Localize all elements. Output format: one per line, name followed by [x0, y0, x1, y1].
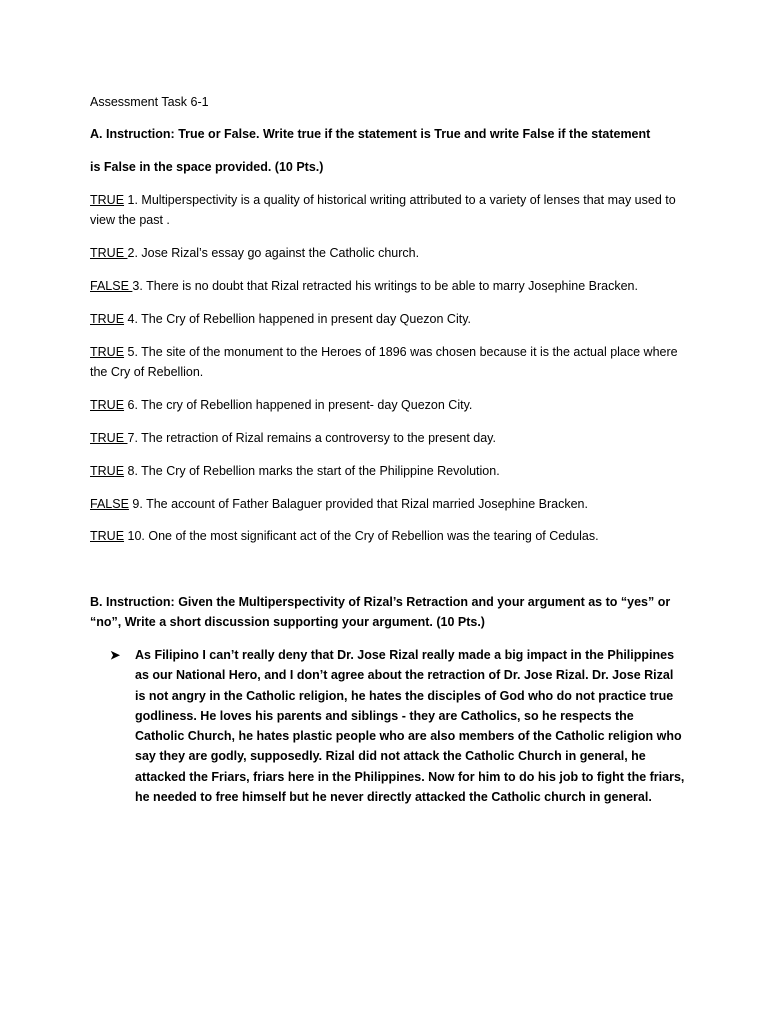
- question-item-6: [90, 395, 690, 415]
- question-text: 9. The account of Father Balaguer provided that Rizal married Josephine Bracken.: [128, 497, 588, 511]
- task-title: Assessment Task 6-1: [90, 95, 209, 109]
- question-item-1: [90, 190, 690, 230]
- answer-label: TRUE: [90, 431, 128, 445]
- answer-label: TRUE: [90, 312, 125, 326]
- question-text: 2. Jose Rizal’s essay go against the Catholic church.: [127, 246, 420, 260]
- answer-label: TRUE: [90, 246, 128, 260]
- question-text: 4. The Cry of Rebellion happened in present day Quezon City.: [124, 312, 471, 326]
- section-a-instruction-line1: A. Instruction: True or False. Write true if the statement is True and write False if the statement: [90, 127, 651, 141]
- question-text: 3. There is no doubt that Rizal retracted his writings to be able to marry Josephine Bracken.: [132, 279, 638, 293]
- question-item-5: [90, 342, 690, 382]
- question-text: 8. The Cry of Rebellion marks the start of the Philippine Revolution.: [124, 464, 500, 478]
- question-item-7: [90, 428, 690, 448]
- question-item-4: [90, 309, 690, 329]
- section-b-instruction-line2: “no”, Write a short discussion supporting your argument. (10 Pts.): [90, 615, 485, 629]
- section-b-instruction-line1: B. Instruction: Given the Multiperspectivity of Rizal’s Retraction and your argument as to “yes” or: [90, 595, 671, 609]
- question-item-8: [90, 461, 690, 481]
- discussion-answer: As Filipino I can’t really deny that Dr. Jose Rizal really made a big impact in the Philippines as our National Hero, and I don’t agree about the retraction of Dr. Jose Rizal. Dr. Jose Rizal is not angry in the Catholic religion, he hates the disciples of God who do not practice true godliness. He loves his parents and siblings - they are Catholics, so he respects the Catholic Church, he hates plastic people who are also members of the Catholic religion who say they are godly, supposedly. Rizal did not attack the Catholic Church in general, he attacked the Friars, friars here in the Philippines. Now for him to do his job to fight the friars, he needed to free himself but he never directly attacked the Catholic church in general.: [135, 648, 685, 805]
- question-text: 1. Multiperspectivity is a quality of historical writing attributed to a variety of lenses that may used to view the past .: [90, 193, 676, 227]
- answer-label: TRUE: [90, 398, 125, 412]
- answer-label: TRUE: [90, 529, 125, 543]
- question-item-9: [90, 494, 690, 514]
- question-item-2: [90, 243, 690, 263]
- answer-label: TRUE: [90, 464, 125, 478]
- answer-label: FALSE: [90, 497, 129, 511]
- answer-label: TRUE: [90, 345, 125, 359]
- question-text: 7. The retraction of Rizal remains a controversy to the present day.: [127, 431, 496, 445]
- question-item-3: [90, 276, 690, 296]
- question-text: 5. The site of the monument to the Heroes of 1896 was chosen because it is the actual place where the Cry of Rebellion.: [90, 345, 678, 379]
- answer-label: FALSE: [90, 279, 133, 293]
- question-text: 10. One of the most significant act of the Cry of Rebellion was the tearing of Cedulas.: [124, 529, 599, 543]
- question-text: 6. The cry of Rebellion happened in present- day Quezon City.: [124, 398, 473, 412]
- section-a-instruction-line2: is False in the space provided. (10 Pts.): [90, 160, 324, 174]
- answer-label: TRUE: [90, 193, 125, 207]
- arrowhead-bullet-icon: ➤: [110, 648, 121, 662]
- question-item-10: [90, 526, 690, 546]
